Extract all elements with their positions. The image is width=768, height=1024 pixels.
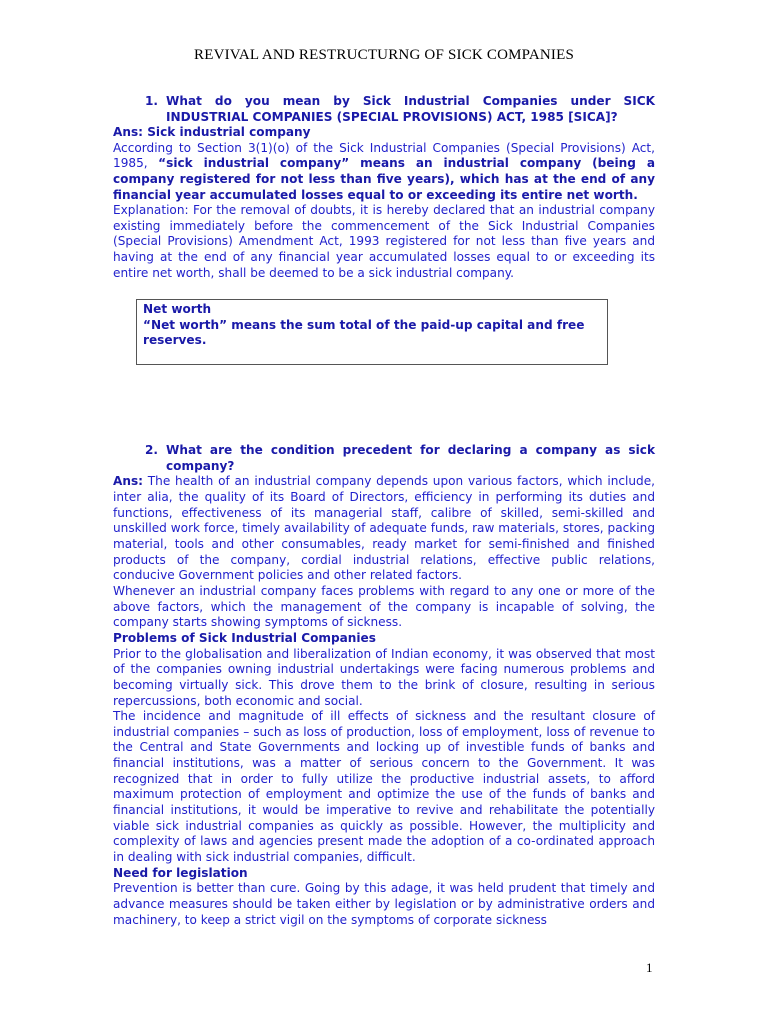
page-number: 1 [646,960,653,975]
answer-paragraph [113,474,655,584]
explanation-paragraph: Explanation: For the removal of doubts, it is hereby declared that an industrial company existing immediately before the commencement of the Sick Industrial Companies (Special Provisions) Amendment Act, 1993 registered for not less than five years and having at the end of any financial year accumulated losses equal to or exceeding its entire net worth, shall be deemed to be a sick industrial company. [113,203,655,280]
legislation-heading: Need for legislation [113,865,248,880]
question-number: 1. [144,94,158,108]
answer-text: The health of an industrial company depends upon various factors, which include, inter alia, the quality of its Board of Directors, efficiency in performing its duties and functions, effectiveness of its managerial staff, calibre of skilled, semi-skilled and unskilled work force, timely availability of adequate funds, raw materials, stores, packing material, tools and other consumables, ready market for semi-finished and finished products of the company, cordial industrial relations, effective public relations, conducive Government policies and other related factors. [113,474,655,583]
question-1-section [113,94,655,281]
problems-heading: Problems of Sick Industrial Companies [113,630,376,645]
net-worth-box [136,299,608,365]
legislation-paragraph: Prevention is better than cure. Going by this adage, it was held prudent that timely and advance measures should be taken either by legislation or by administrative orders and machinery, to keep a strict vigil on the symptoms of corporate sickness [113,881,655,927]
answer-label: Ans: [113,474,144,489]
problems-paragraph-1: Prior to the globalisation and liberalization of Indian economy, it was observed that most of the companies owning industrial undertakings were facing numerous problems and becoming virtually sick. This drove them to the brink of closure, resulting in serious repercussions, both economic and social. [113,646,655,708]
net-worth-definition: “Net worth” means the sum total of the paid-up capital and free reserves. [143,317,585,348]
problems-paragraph-2: The incidence and magnitude of ill effects of sickness and the resultant closure of industrial companies – such as loss of production, loss of employment, loss of revenue to the Central and State Governments and locking up of investible funds of banks and financial institutions, was a matter of serious concern to the Government. It was recognized that in order to fully utilize the productive industrial assets, to afford maximum protection of employment and optimize the use of the funds of banks and financial institutions, it would be imperative to revive and rehabilitate the potentially viable sick industrial companies as quickly as possible. However, the multiplicity and complexity of laws and agencies present made the adoption of a co-ordinated approach in dealing with sick industrial companies, difficult. [113,709,655,865]
sickness-paragraph: Whenever an industrial company faces problems with regard to any one or more of the above factors, which the management of the company is incapable of solving, the company starts showing symptoms of sickness. [113,583,655,630]
net-worth-heading: Net worth [143,302,212,316]
page-title: REVIVAL AND RESTRUCTURNG OF SICK COMPANIES [194,47,574,63]
question-text: What are the condition precedent for declaring a company as sick company? [166,443,655,473]
definition-intro: According to Section 3(1)(o) of the Sick Industrial Companies (Special Provisions) Act, 1985, [113,140,655,171]
question-2 [113,443,655,474]
definition-bold: “sick industrial company” means an industrial company (being a company registered for not less than five years), which has at the end of any financial year accumulated losses equal to or exceeding its entire net worth. [113,156,655,202]
definition-paragraph [113,141,655,203]
answer-label: Ans: Sick industrial company [113,125,311,140]
question-number: 2. [144,443,158,457]
question-1 [113,94,655,125]
question-2-section [113,443,655,928]
question-text: What do you mean by Sick Industrial Companies under SICK INDUSTRIAL COMPANIES (SPECIAL PROVISIONS) ACT, 1985 [SICA]? [166,94,655,124]
